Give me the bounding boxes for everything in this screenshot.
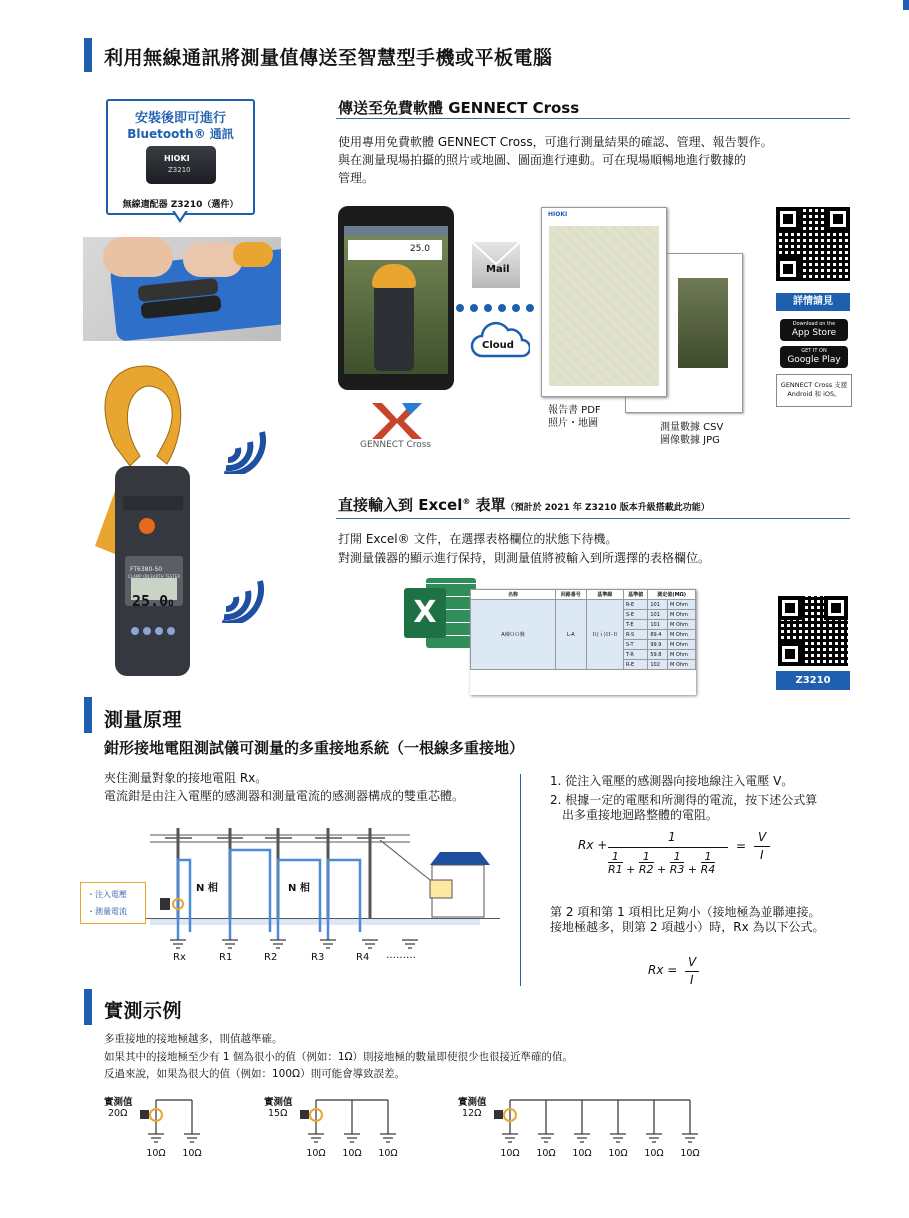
report-label-2: 照片・地圖 [548, 418, 598, 429]
support-note-box [776, 374, 852, 407]
section-marker-3 [84, 989, 92, 1025]
clamp-display-number: 25.0 [132, 592, 169, 610]
clamp-subtitle: CLAMP ON EARTH TESTER [128, 574, 181, 579]
wireless-signal-icon-2 [220, 567, 270, 623]
f-r3: R3 [669, 863, 685, 876]
phone-screen [344, 226, 448, 374]
google-play-small: GET IT ON [801, 348, 827, 354]
hand [103, 237, 173, 277]
excel-cell[interactable]: M Ohm [668, 600, 696, 610]
adapter-device [146, 146, 216, 184]
clamp-display-unit: Ω [168, 599, 174, 609]
z3210-website-button[interactable]: Z3210 Website [776, 671, 850, 690]
formula-equals: = [736, 839, 747, 853]
bt-line1: 安裝後即可進行 [134, 111, 226, 126]
excel-cell[interactable]: S-E [623, 610, 647, 620]
formula-v: V [758, 830, 767, 844]
adapter-brand: HIOKI [164, 154, 190, 163]
resistor-label: R3 [311, 952, 325, 963]
formula-numerator: 1 [668, 830, 676, 844]
excel-line-2: 對測量儀器的顯示進行保持，則測量值將被輸入到所選擇的表格欄位。 [338, 551, 711, 565]
principle-note-1: 第 2 項和第 1 項相比足夠小（接地極為並聯連接。 [550, 905, 821, 919]
formula-denominator: $\frac{1}{R1} + \frac{1}{R2} + \frac{1}{R3} + \frac{1}{R4}$ [608, 850, 716, 876]
excel-heading [338, 494, 710, 515]
doc-brand: HIOKI [548, 211, 568, 218]
doc-photo [678, 278, 728, 368]
excel-heading-reg: ® [462, 497, 471, 506]
resistor-label: Rx [173, 952, 186, 963]
excel-line-1: 打開 Excel® 文件，在選擇表格欄位的狀態下待機。 [338, 532, 618, 546]
f-one: 1 [673, 850, 681, 863]
ground-resistance-label: 10Ω [644, 1148, 664, 1159]
formula-rx-plus: Rx + [578, 838, 608, 852]
callout-pointer-inner [174, 210, 186, 219]
excel-header-row [471, 590, 696, 600]
phone-clamp [374, 281, 414, 371]
legend-measure: ・測量電流 [87, 907, 127, 916]
excel-cell[interactable]: M Ohm [668, 620, 696, 630]
measurement-example [458, 1094, 718, 1164]
phone-value-box [348, 240, 442, 260]
csv-label-2: 圖像數據 JPG [660, 435, 720, 446]
excel-header: 基準値 [623, 590, 647, 600]
principle-left-1: 夾住測量對象的接地電阻 Rx。 [104, 771, 268, 785]
example-circuit [458, 1094, 718, 1154]
phone-clamp-jaw [372, 264, 416, 288]
battery-install-photo [83, 237, 281, 341]
support-note-1: GENNECT Cross 支援 [780, 381, 848, 389]
formula-simple [648, 955, 728, 991]
excel-logo-icon [404, 578, 476, 648]
example-line-3: 反過來說，如果為很大的值（例如：100Ω）則可能會導致誤差。 [104, 1068, 406, 1080]
transfer-dots [456, 297, 534, 316]
f-one: 1 [611, 850, 619, 863]
resistor-label: R1 [219, 952, 233, 963]
legend-inject: ・注入電壓 [87, 890, 127, 899]
principle-step-2a: 2. 根據一定的電壓和所測得的電流，按下述公式算 [550, 793, 818, 807]
clamp-icon [494, 1110, 503, 1119]
google-play-button[interactable] [780, 346, 848, 368]
google-play-big: Google Play [787, 355, 841, 365]
excel-cell[interactable]: 102 [648, 660, 668, 670]
f-one: 1 [704, 850, 712, 863]
cloud-icon [468, 316, 530, 362]
clamp-meter-illustration [85, 356, 215, 686]
excel-cell[interactable]: M Ohm [668, 650, 696, 660]
ground-resistance-label: 10Ω [500, 1148, 520, 1159]
app-store-button[interactable] [780, 319, 848, 341]
excel-cell[interactable]: 59.8 [648, 650, 668, 660]
clamp-model: FT6380-50 [130, 566, 163, 573]
table-row [471, 600, 696, 610]
example-label: 實測值 [264, 1097, 293, 1108]
excel-cell[interactable]: 99.9 [648, 640, 668, 650]
excel-sheet-preview [470, 589, 696, 695]
excel-cell[interactable]: R-E [623, 600, 647, 610]
phone-value: 25.0 [409, 244, 430, 254]
f-r4: R4 [700, 863, 716, 876]
report-doc-front [541, 207, 667, 397]
ground-resistance-label: 10Ω [182, 1148, 202, 1159]
n-phase-label-2: N 相 [288, 883, 310, 894]
principle-step-1: 1. 從注入電壓的感測器向接地線注入電壓 V。 [550, 774, 794, 788]
excel-underline [336, 518, 850, 519]
principle-note-2: 接地極越多，則第 2 項越小）時，Rx 為以下公式。 [550, 920, 825, 934]
f-one: 1 [642, 850, 650, 863]
excel-circuit-cell: L-A [556, 600, 587, 670]
cloud-label: Cloud [482, 340, 514, 351]
app-store-big: App Store [791, 328, 837, 338]
formula2-i: I [690, 973, 694, 987]
section2-title: 測量原理 [104, 709, 183, 731]
adapter-model: Z3210 [168, 166, 191, 174]
gennect-heading: 傳送至免費軟體 GENNECT Cross [338, 99, 580, 117]
formula-main [578, 830, 778, 890]
ground-resistance-label: 10Ω [536, 1148, 556, 1159]
formula-i: I [760, 848, 764, 862]
clamp-display-value [132, 592, 174, 610]
excel-note: （預計於 2021 年 Z3210 版本升級搭載此功能） [505, 503, 710, 513]
f-r1: R1 [608, 863, 623, 876]
gennect-underline [336, 118, 850, 119]
bt-line2: Bluetooth® 通訊 [127, 127, 234, 141]
ground-resistance-label: 10Ω [306, 1148, 326, 1159]
resistor-ellipsis: ……… [386, 950, 416, 961]
clamp-icon [140, 1110, 149, 1119]
excel-cell[interactable]: S-T [623, 640, 647, 650]
excel-cell[interactable]: T-E [623, 620, 647, 630]
resistor-label: R4 [356, 952, 370, 963]
gennect-desc-1: 使用專用免費軟體 GENNECT Cross，可進行測量結果的確認、管理、報告製作。 [338, 135, 773, 149]
section-title: 利用無線通訊將測量值傳送至智慧型手機或平板電腦 [104, 47, 553, 69]
ground-resistance-label: 10Ω [680, 1148, 700, 1159]
excel-cell[interactable]: 101 [648, 610, 668, 620]
doc-map [549, 226, 659, 386]
support-note-2: Android 和 iOS。 [787, 390, 841, 398]
example-value: 15Ω [268, 1108, 288, 1119]
formula2-bar [685, 971, 699, 972]
excel-cell[interactable]: M Ohm [668, 660, 696, 670]
excel-cell[interactable]: 101 [648, 620, 668, 630]
excel-table [470, 589, 696, 670]
gennect-qr-code[interactable] [776, 207, 850, 281]
excel-line-cell: Ｂ(ｉ)Ｈ-Ｂ [586, 600, 623, 670]
excel-header: 測定值(MΩ) [648, 590, 696, 600]
legend-box [80, 882, 146, 924]
app-store-small: Download on the [792, 321, 836, 327]
n-phase-label-1: N 相 [196, 883, 218, 894]
principle-step-2b: 出多重接地迴路整體的電阻。 [562, 808, 719, 822]
example-value: 20Ω [108, 1108, 128, 1119]
section-marker [84, 38, 92, 72]
wireless-signal-icon [222, 418, 272, 474]
excel-x-tile: X [404, 588, 446, 638]
excel-header: 名称 [471, 590, 556, 600]
smartphone [338, 206, 454, 390]
ground-resistance-label: 10Ω [146, 1148, 166, 1159]
formula2-v: V [688, 955, 697, 969]
f-r2: R2 [638, 863, 654, 876]
ground-resistance-label: 10Ω [608, 1148, 628, 1159]
excel-name-cell: A棟ＯＯ盤 [471, 600, 556, 670]
ground-resistance-label: 10Ω [572, 1148, 592, 1159]
example-value: 12Ω [462, 1108, 482, 1119]
example-label: 實測值 [458, 1097, 487, 1108]
excel-cell[interactable]: M Ohm [668, 640, 696, 650]
excel-cell[interactable]: R-E [623, 660, 647, 670]
ground-resistance-label: 10Ω [342, 1148, 362, 1159]
excel-cell[interactable]: M Ohm [668, 610, 696, 620]
excel-cell[interactable]: T-R [623, 650, 647, 660]
excel-header: 回路番号 [556, 590, 587, 600]
mail-label: Mail [486, 264, 510, 275]
gennect-logo-icon [372, 403, 422, 439]
excel-cell[interactable]: 89.4 [648, 630, 668, 640]
csv-label-1: 測量數據 CSV [660, 422, 724, 433]
ground-resistance-label: 10Ω [378, 1148, 398, 1159]
gennect-desc-3: 管理。 [338, 171, 375, 185]
formula2-rx: Rx = [648, 963, 678, 977]
section2-subtitle: 鉗形接地電阻測試儀可測量的多重接地系統（一根線多重接地） [104, 739, 525, 757]
section-marker-2 [84, 697, 92, 733]
example-line-2: 如果其中的接地極至少有 1 個為很小的值（例如：1Ω）則接地極的數量即使很少也很接近準確的值。 [104, 1051, 574, 1063]
adapter-label: 無線適配器 Z3210（選件） [122, 200, 239, 210]
section3-title: 實測示例 [104, 1000, 183, 1022]
principle-left-2: 電流鉗是由注入電壓的感測器和測量電流的感測器構成的雙重芯體。 [104, 789, 465, 803]
clamp-icon [300, 1110, 309, 1119]
phone-app-bar [344, 226, 448, 236]
excel-heading-tail: 表單 [475, 496, 506, 514]
z3210-qr-code[interactable] [778, 596, 848, 666]
excel-heading-main: 直接輸入到 Excel [338, 496, 463, 514]
excel-cell[interactable]: M Ohm [668, 630, 696, 640]
excel-header: 基準線 [586, 590, 623, 600]
report-label-1: 報告書 PDF [548, 405, 601, 416]
formula-fraction-bar [608, 847, 728, 848]
mail-icon [472, 242, 520, 288]
excel-cell[interactable]: R-S [623, 630, 647, 640]
resistor-label: R2 [264, 952, 278, 963]
formula-vi-bar [754, 846, 770, 847]
gennect-logo-text: GENNECT Cross [360, 440, 432, 450]
corner-marker [903, 0, 909, 10]
example-label: 實測值 [104, 1097, 133, 1108]
example-line-1: 多重接地的接地極越多，則值越準確。 [104, 1033, 283, 1045]
bluetooth-box [106, 99, 255, 215]
principle-divider [520, 774, 521, 986]
gennect-desc-2: 與在測量現場拍攝的照片或地圖、圖面進行連動。可在現場順暢地進行數據的 [338, 153, 747, 167]
detail-button[interactable]: 詳情請見 [776, 293, 850, 311]
excel-cell[interactable]: 101 [648, 600, 668, 610]
jaw-tip [233, 242, 273, 267]
